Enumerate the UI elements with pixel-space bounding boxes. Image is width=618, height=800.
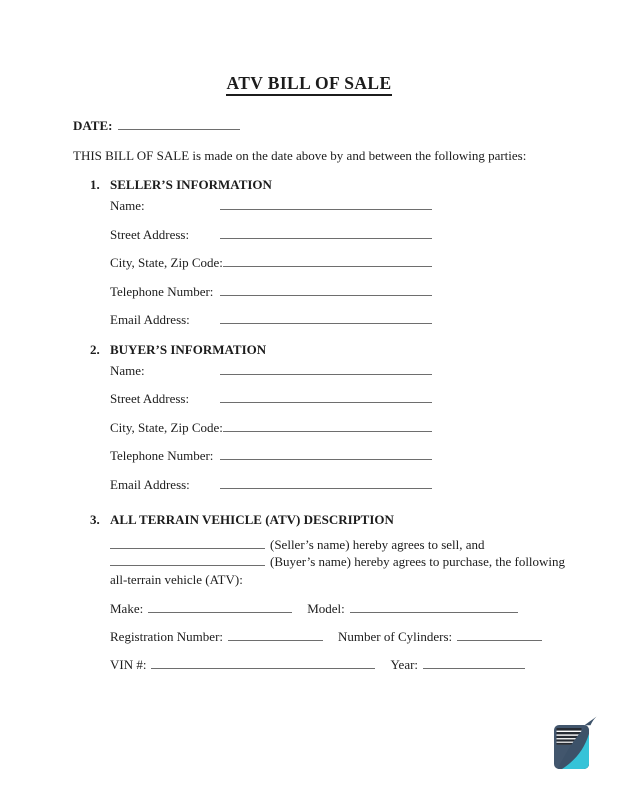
blank-line (220, 206, 432, 210)
make-label: Make: (110, 601, 144, 617)
blank-line (220, 235, 432, 239)
blank-line (110, 562, 265, 566)
vehicle-row-make-model (110, 602, 618, 616)
field-row-street-address (110, 392, 432, 406)
document-logo-icon (551, 715, 601, 771)
blank-line (423, 665, 525, 669)
blank-line (350, 609, 518, 613)
intro-paragraph: THIS BILL OF SALE is made on the date above by and between the following parties: (73, 148, 527, 163)
agreement-paragraph (110, 536, 618, 589)
field-row-email (110, 313, 432, 327)
vin-label: VIN #: (110, 657, 147, 673)
field-row-name (110, 199, 432, 213)
model-label: Model: (307, 601, 345, 617)
blank-line (223, 263, 432, 267)
field-label: City, State, Zip Code: (110, 255, 223, 270)
field-label: Telephone Number: (110, 448, 214, 463)
date-label: DATE: (73, 118, 113, 133)
logo-text-line (557, 728, 582, 731)
agreement-line-seller (110, 536, 618, 554)
field-row-name (110, 364, 432, 378)
logo-text-line (557, 739, 577, 741)
vehicle-row-vin-year (110, 658, 618, 672)
buyer-fields (110, 364, 618, 492)
blank-line (228, 637, 323, 641)
section-atv-description (90, 512, 618, 673)
section-number: 1. (90, 177, 100, 192)
year-label: Year: (390, 657, 419, 673)
section-seller (90, 177, 618, 327)
registration-label: Registration Number: (110, 629, 224, 645)
section-number: 2. (90, 341, 100, 357)
section-heading (90, 177, 618, 193)
blank-line (457, 637, 542, 641)
field-label: Street Address: (110, 226, 190, 242)
agreement-line-buyer (110, 553, 618, 571)
section-buyer (90, 342, 618, 492)
field-row-telephone (110, 449, 432, 463)
agreement-tail: all-terrain vehicle (ATV): (110, 571, 243, 587)
field-label: Name: (110, 362, 145, 378)
blank-line (220, 320, 432, 324)
field-label: Name: (110, 198, 145, 213)
seller-fields (110, 199, 618, 327)
agreement-text: (Buyer’s name) hereby agrees to purchase, the following (270, 554, 566, 570)
field-label: City, State, Zip Code: (110, 419, 223, 435)
logo-text-line (557, 743, 573, 745)
section-heading-text: SELLER’S INFORMATION (110, 177, 272, 192)
blank-line (220, 456, 432, 460)
section-heading (90, 342, 618, 358)
blank-line (220, 399, 432, 403)
blank-line (220, 292, 432, 296)
agreement-text: (Seller’s name) hereby agrees to sell, and (270, 536, 485, 552)
field-row-email (110, 478, 432, 492)
blank-line (220, 485, 432, 489)
section-heading-text: BUYER’S INFORMATION (110, 341, 267, 357)
blank-line (110, 545, 265, 549)
vehicle-row-registration-cylinders (110, 630, 618, 644)
section-heading (90, 512, 618, 528)
field-row-street-address (110, 228, 432, 242)
field-label: Email Address: (110, 476, 190, 492)
blank-line (151, 665, 375, 669)
field-row-city-state-zip (110, 256, 432, 270)
field-label: Telephone Number: (110, 283, 214, 299)
date-row (73, 118, 618, 133)
page-title: ATV BILL OF SALE (0, 74, 618, 92)
field-label: Street Address: (110, 391, 190, 406)
section-number: 3. (90, 511, 100, 527)
field-row-telephone (110, 285, 432, 299)
date-blank-line (118, 126, 240, 130)
section-heading-text: ALL TERRAIN VEHICLE (ATV) DESCRIPTION (110, 511, 394, 527)
logo-flip-tip (585, 717, 597, 726)
cylinders-label: Number of Cylinders: (338, 629, 453, 645)
field-row-city-state-zip (110, 421, 432, 435)
blank-line (148, 609, 292, 613)
blank-line (220, 371, 432, 375)
blank-line (223, 428, 432, 432)
logo-text-line (557, 736, 580, 738)
field-label: Email Address: (110, 312, 190, 327)
logo-text-line (557, 732, 582, 734)
